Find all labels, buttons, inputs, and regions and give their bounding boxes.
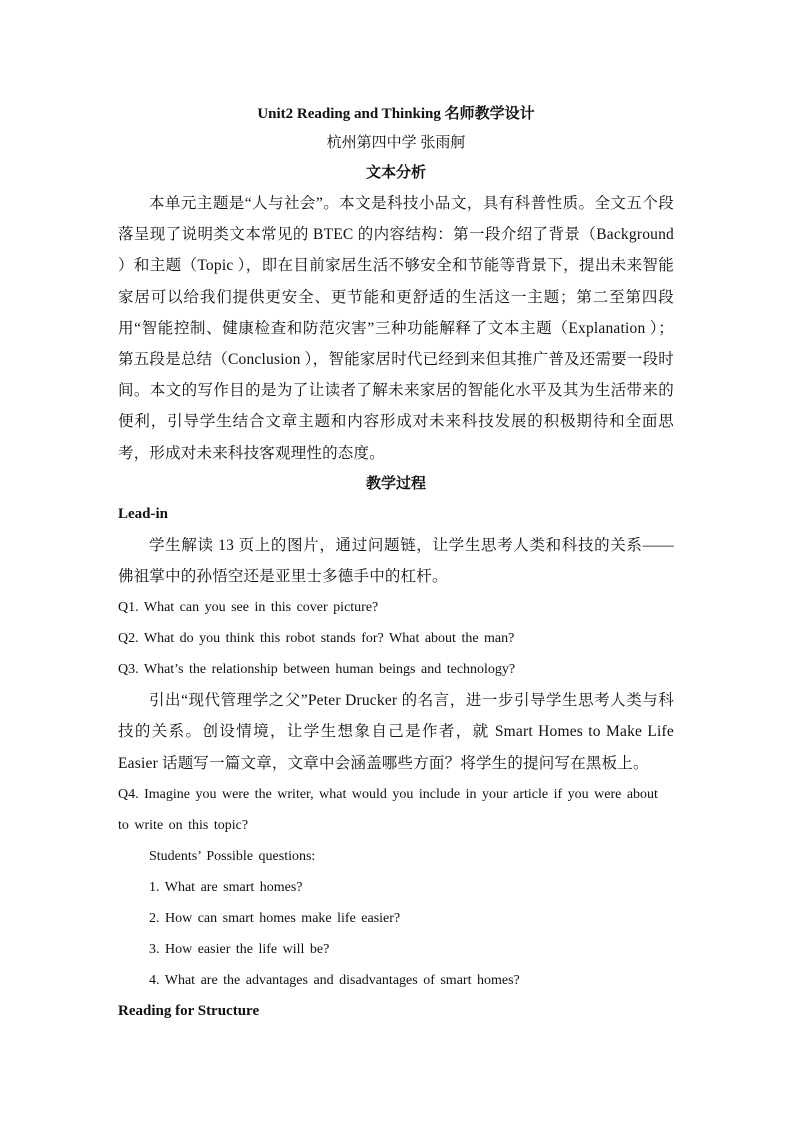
possible-questions-label: Students’ Possible questions:	[149, 848, 316, 864]
question-4: Q4. Imagine you were the writer, what would you include in your article if you were about to write on this topic?	[118, 786, 658, 833]
possible-question: 2. How can smart homes make life easier?	[149, 910, 401, 926]
process-heading: 教学过程	[365, 475, 426, 492]
possible-question: 4. What are the advantages and disadvantages of smart homes?	[149, 972, 520, 988]
drucker-paragraph: 引出“现代管理学之父”Peter Drucker 的名言，进一步引导学生思考人类与科技的关系。创设情境，让学生想象自己是作者，就 Smart Homes to Make Life Easier 话题写一篇文章，文章中会涵盖哪些方面？将学生的提问写在黑板上。	[118, 692, 674, 772]
document-title: Unit2 Reading and Thinking 名师教学设计	[257, 106, 535, 122]
leadin-heading: Lead-in	[118, 505, 169, 522]
document-page	[118, 98, 674, 1027]
structure-heading: Reading for Structure	[118, 1002, 260, 1019]
possible-question: 1. What are smart homes?	[149, 879, 303, 895]
possible-question: 3. How easier the life will be?	[149, 941, 330, 957]
analysis-heading: 文本分析	[365, 165, 426, 181]
analysis-paragraph: 本单元主题是“人与社会”。本文是科技小品文，具有科普性质。全文五个段落呈现了说明类文本常见的 BTEC 的内容结构：第一段介绍了背景（Background ）和主题（Topic ），即在目前家居生活不够安全和节能等背景下，提出未来智能家居可以给我们提供更安全、更节能和更舒适的生活这一主题；第二至第四段用“智能控制、健康检查和防范灾害”三种功能解释了文本主题（Explanation ）；第五段是总结（Conclusion ），智能家居时代已经到来但其推广普及还需要一段时间。本文的写作目的是为了让读者了解未来家居的智能化水平及其为生活带来的便利，引导学生结合文章主题和内容形成对未来科技发展的积极期待和全面思考，形成对未来科技客观理性的态度。	[118, 195, 674, 462]
question-3: Q3. What’s the relationship between human beings and technology?	[118, 662, 516, 678]
leadin-paragraph: 学生解读 13 页上的图片，通过问题链，让学生思考人类和科技的关系——佛祖掌中的孙悟空还是亚里士多德手中的杠杆。	[118, 536, 674, 586]
question-2: Q2. What do you think this robot stands for? What about the man?	[118, 631, 515, 647]
author-line: 杭州第四中学 张雨舸	[326, 135, 466, 151]
question-1: Q1. What can you see in this cover picture?	[118, 600, 379, 616]
